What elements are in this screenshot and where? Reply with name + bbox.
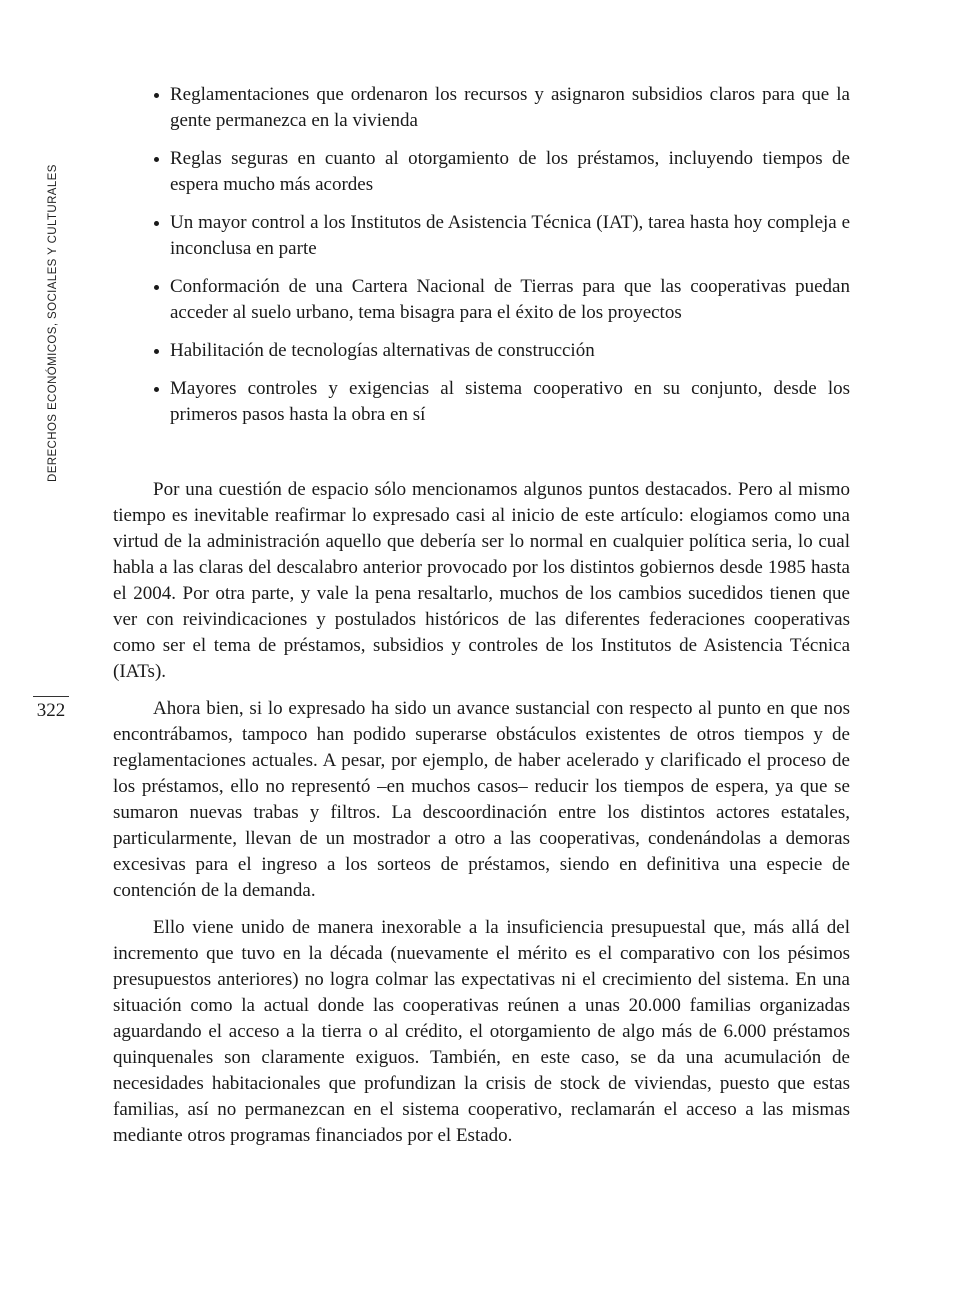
bullet-dot-icon	[154, 157, 159, 162]
bullet-text: Mayores controles y exigencias al sistema cooperativo en su conjunto, desde los primeros pasos hasta la obra en sí	[170, 378, 850, 425]
bullet-item	[150, 274, 850, 326]
bullet-item	[150, 82, 850, 134]
bullet-text: Reglamentaciones que ordenaron los recursos y asignaron subsidios claros para que la gente permanezca en la vivienda	[170, 84, 850, 131]
page-number-rule	[33, 696, 69, 697]
bullet-list	[150, 82, 850, 440]
bullet-dot-icon	[154, 387, 159, 392]
paragraph: Ello viene unido de manera inexorable a la insuficiencia presupuestal que, más allá del incremento que tuvo en la década (nuevamente el mérito es el comparativo con los pésimos presupuestos anteriores) no logra colmar las expectativas ni el crecimiento del sistema. En una situación como la actual donde las cooperativas reúnen a unas 20.000 familias organizadas aguardando el acceso a la tierra o al crédito, el otorgamiento de algo más de 6.000 préstamos quinquenales son claramente exiguos. También, en este caso, se da una acumulación de necesidades habitacionales que profundizan la crisis de stock de viviendas, puesto que estas familias, así no permanezcan en el sistema cooperativo, reclamarán el acceso a las mismas mediante otros programas financiados por el Estado.	[113, 917, 850, 1146]
paragraph: Por una cuestión de espacio sólo mencionamos algunos puntos destacados. Pero al mismo tiempo es inevitable reafirmar lo expresado casi al inicio de este artículo: elogiamos como una virtud de la administración aquello que debería ser lo normal en cualquier política seria, lo cual habla a las claras del descalabro anterior provocado por los distintos gobiernos desde 1985 hasta el 2004. Por otra parte, y vale la pena resaltarlo, muchos de los cambios sucedidos tienen que ver con reivindicaciones y postulados históricos de las diferentes federaciones cooperativas como ser el tema de préstamos, subsidios y controles de los Institutos de Asistencia Técnica (IATs).	[113, 479, 850, 682]
bullet-dot-icon	[154, 93, 159, 98]
bullet-text: Habilitación de tecnologías alternativas de construcción	[170, 340, 595, 361]
bullet-text: Un mayor control a los Institutos de Asistencia Técnica (IAT), tarea hasta hoy compleja e inconclusa en parte	[170, 212, 850, 259]
page-number: 322	[36, 700, 66, 721]
bullet-item	[150, 146, 850, 198]
body-text	[113, 477, 850, 1160]
bullet-item	[150, 210, 850, 262]
bullet-text: Conformación de una Cartera Nacional de Tierras para que las cooperativas puedan acceder al suelo urbano, tema bisagra para el éxito de los proyectos	[170, 276, 850, 323]
running-header: DERECHOS ECONÓMICOS, SOCIALES Y CULTURALES	[47, 164, 59, 482]
bullet-dot-icon	[154, 349, 159, 354]
bullet-dot-icon	[154, 221, 159, 226]
bullet-text: Reglas seguras en cuanto al otorgamiento de los préstamos, incluyendo tiempos de espera mucho más acordes	[170, 148, 850, 195]
paragraph: Ahora bien, si lo expresado ha sido un avance sustancial con respecto al punto en que nos encontrábamos, tampoco han podido superarse obstáculos existentes de otros tiempos y de reglamentaciones actuales. A pesar, por ejemplo, de haber acelerado y clarificado el proceso de los préstamos, ello no representó –en muchos casos– reducir los tiempos de espera, ya que se sumaron nuevas trabas y filtros. La descoordinación entre los distintos actores estatales, particularmente, llevan de un mostrador a otro a las cooperativas, condenándolas a demoras excesivas para el ingreso a los sorteos de préstamos, siendo en definitiva una especie de contención de la demanda.	[113, 698, 850, 901]
bullet-item	[150, 376, 850, 428]
bullet-item	[150, 338, 850, 364]
bullet-dot-icon	[154, 285, 159, 290]
